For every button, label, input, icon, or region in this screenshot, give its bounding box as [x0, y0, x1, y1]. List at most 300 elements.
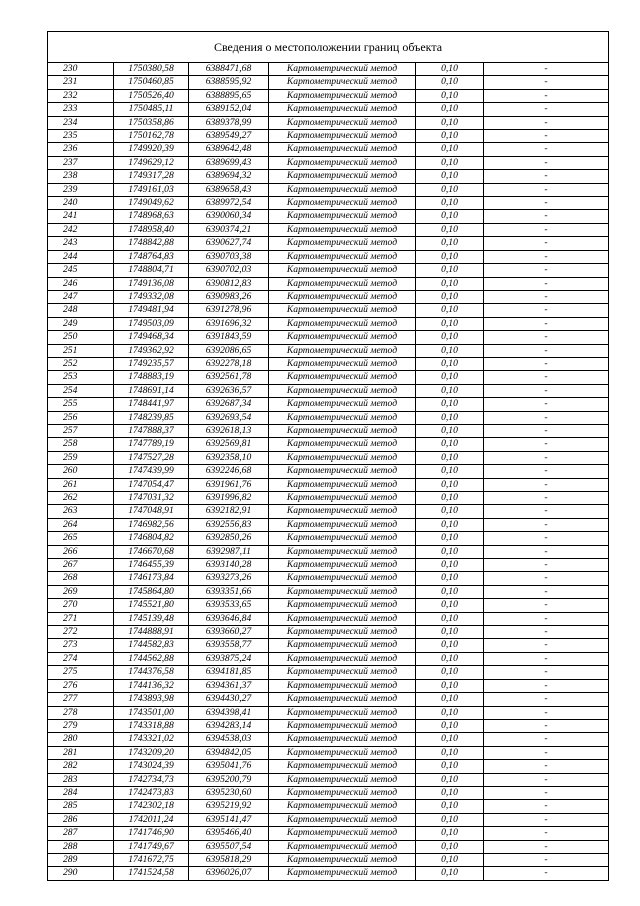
method-cell: Картометрический метод [269, 760, 416, 773]
y-coordinate-cell: 6395818,29 [189, 853, 269, 866]
method-cell: Картометрический метод [269, 264, 416, 277]
y-coordinate-cell: 6390702,03 [189, 264, 269, 277]
document-page [47, 31, 609, 881]
x-coordinate-cell: 1750485,11 [114, 103, 189, 116]
y-coordinate-cell: 6394842,05 [189, 746, 269, 759]
description-cell: - [484, 331, 609, 344]
method-cell: Картометрический метод [269, 411, 416, 424]
y-coordinate-cell: 6389972,54 [189, 197, 269, 210]
point-number-cell: 235 [48, 130, 114, 143]
description-cell: - [484, 585, 609, 598]
method-cell: Картометрический метод [269, 693, 416, 706]
point-number-cell: 271 [48, 612, 114, 625]
description-cell: - [484, 760, 609, 773]
accuracy-cell: 0,10 [416, 773, 484, 786]
method-cell: Картометрический метод [269, 130, 416, 143]
y-coordinate-cell: 6389642,48 [189, 143, 269, 156]
description-cell: - [484, 424, 609, 437]
y-coordinate-cell: 6395141,47 [189, 813, 269, 826]
method-cell: Картометрический метод [269, 800, 416, 813]
method-cell: Картометрический метод [269, 438, 416, 451]
accuracy-cell: 0,10 [416, 478, 484, 491]
table-row [48, 384, 609, 397]
accuracy-cell: 0,10 [416, 63, 484, 76]
method-cell: Картометрический метод [269, 89, 416, 102]
method-cell: Картометрический метод [269, 398, 416, 411]
description-cell: - [484, 438, 609, 451]
description-cell: - [484, 773, 609, 786]
y-coordinate-cell: 6394430,27 [189, 693, 269, 706]
point-number-cell: 239 [48, 183, 114, 196]
accuracy-cell: 0,10 [416, 666, 484, 679]
method-cell: Картометрический метод [269, 853, 416, 866]
y-coordinate-cell: 6394181,85 [189, 666, 269, 679]
point-number-cell: 288 [48, 840, 114, 853]
accuracy-cell: 0,10 [416, 264, 484, 277]
accuracy-cell: 0,10 [416, 518, 484, 531]
y-coordinate-cell: 6391696,32 [189, 317, 269, 330]
table-row [48, 223, 609, 236]
accuracy-cell: 0,10 [416, 813, 484, 826]
point-number-cell: 286 [48, 813, 114, 826]
table-row [48, 478, 609, 491]
y-coordinate-cell: 6392246,68 [189, 465, 269, 478]
y-coordinate-cell: 6391996,82 [189, 492, 269, 505]
point-number-cell: 254 [48, 384, 114, 397]
accuracy-cell: 0,10 [416, 250, 484, 263]
x-coordinate-cell: 1748764,83 [114, 250, 189, 263]
method-cell: Картометрический метод [269, 518, 416, 531]
accuracy-cell: 0,10 [416, 492, 484, 505]
x-coordinate-cell: 1742473,83 [114, 786, 189, 799]
description-cell: - [484, 827, 609, 840]
accuracy-cell: 0,10 [416, 331, 484, 344]
y-coordinate-cell: 6389152,04 [189, 103, 269, 116]
description-cell: - [484, 733, 609, 746]
point-number-cell: 290 [48, 867, 114, 880]
description-cell: - [484, 532, 609, 545]
x-coordinate-cell: 1745864,80 [114, 585, 189, 598]
accuracy-cell: 0,10 [416, 612, 484, 625]
point-number-cell: 242 [48, 223, 114, 236]
y-coordinate-cell: 6392561,78 [189, 371, 269, 384]
description-cell: - [484, 867, 609, 880]
method-cell: Картометрический метод [269, 813, 416, 826]
point-number-cell: 257 [48, 424, 114, 437]
table-row [48, 89, 609, 102]
description-cell: - [484, 63, 609, 76]
y-coordinate-cell: 6394398,41 [189, 706, 269, 719]
x-coordinate-cell: 1749468,34 [114, 331, 189, 344]
y-coordinate-cell: 6389549,27 [189, 130, 269, 143]
point-number-cell: 251 [48, 344, 114, 357]
point-number-cell: 232 [48, 89, 114, 102]
accuracy-cell: 0,10 [416, 853, 484, 866]
method-cell: Картометрический метод [269, 786, 416, 799]
method-cell: Картометрический метод [269, 237, 416, 250]
x-coordinate-cell: 1744376,58 [114, 666, 189, 679]
y-coordinate-cell: 6395507,54 [189, 840, 269, 853]
description-cell: - [484, 478, 609, 491]
method-cell: Картометрический метод [269, 626, 416, 639]
y-coordinate-cell: 6393660,27 [189, 626, 269, 639]
method-cell: Картометрический метод [269, 478, 416, 491]
method-cell: Картометрический метод [269, 492, 416, 505]
x-coordinate-cell: 1750162,78 [114, 130, 189, 143]
point-number-cell: 283 [48, 773, 114, 786]
y-coordinate-cell: 6391843,59 [189, 331, 269, 344]
point-number-cell: 280 [48, 733, 114, 746]
accuracy-cell: 0,10 [416, 679, 484, 692]
accuracy-cell: 0,10 [416, 840, 484, 853]
method-cell: Картометрический метод [269, 103, 416, 116]
point-number-cell: 282 [48, 760, 114, 773]
description-cell: - [484, 813, 609, 826]
point-number-cell: 246 [48, 277, 114, 290]
accuracy-cell: 0,10 [416, 639, 484, 652]
table-row [48, 559, 609, 572]
point-number-cell: 252 [48, 357, 114, 370]
description-cell: - [484, 572, 609, 585]
y-coordinate-cell: 6393140,28 [189, 559, 269, 572]
table-row [48, 492, 609, 505]
method-cell: Картометрический метод [269, 197, 416, 210]
description-cell: - [484, 197, 609, 210]
x-coordinate-cell: 1744562,88 [114, 652, 189, 665]
accuracy-cell: 0,10 [416, 867, 484, 880]
x-coordinate-cell: 1749161,03 [114, 183, 189, 196]
x-coordinate-cell: 1749481,94 [114, 304, 189, 317]
x-coordinate-cell: 1750526,40 [114, 89, 189, 102]
accuracy-cell: 0,10 [416, 357, 484, 370]
point-number-cell: 250 [48, 331, 114, 344]
description-cell: - [484, 398, 609, 411]
point-number-cell: 270 [48, 599, 114, 612]
point-number-cell: 259 [48, 451, 114, 464]
description-cell: - [484, 706, 609, 719]
accuracy-cell: 0,10 [416, 438, 484, 451]
accuracy-cell: 0,10 [416, 559, 484, 572]
x-coordinate-cell: 1748691,14 [114, 384, 189, 397]
table-row [48, 585, 609, 598]
table-row [48, 639, 609, 652]
table-row [48, 652, 609, 665]
method-cell: Картометрический метод [269, 652, 416, 665]
table-row [48, 599, 609, 612]
table-row [48, 103, 609, 116]
description-cell: - [484, 451, 609, 464]
accuracy-cell: 0,10 [416, 197, 484, 210]
table-row [48, 357, 609, 370]
point-number-cell: 255 [48, 398, 114, 411]
accuracy-cell: 0,10 [416, 398, 484, 411]
table-row [48, 143, 609, 156]
y-coordinate-cell: 6389378,99 [189, 116, 269, 129]
accuracy-cell: 0,10 [416, 170, 484, 183]
y-coordinate-cell: 6390703,38 [189, 250, 269, 263]
y-coordinate-cell: 6396026,07 [189, 867, 269, 880]
accuracy-cell: 0,10 [416, 786, 484, 799]
y-coordinate-cell: 6392358,10 [189, 451, 269, 464]
table-row [48, 451, 609, 464]
method-cell: Картометрический метод [269, 451, 416, 464]
y-coordinate-cell: 6394538,03 [189, 733, 269, 746]
point-number-cell: 247 [48, 290, 114, 303]
method-cell: Картометрический метод [269, 706, 416, 719]
table-title: Сведения о местоположении границ объекта [47, 31, 609, 62]
accuracy-cell: 0,10 [416, 156, 484, 169]
method-cell: Картометрический метод [269, 331, 416, 344]
point-number-cell: 256 [48, 411, 114, 424]
y-coordinate-cell: 6390627,74 [189, 237, 269, 250]
table-row [48, 290, 609, 303]
description-cell: - [484, 89, 609, 102]
method-cell: Картометрический метод [269, 116, 416, 129]
x-coordinate-cell: 1746455,39 [114, 559, 189, 572]
method-cell: Картометрический метод [269, 559, 416, 572]
table-row [48, 264, 609, 277]
accuracy-cell: 0,10 [416, 130, 484, 143]
accuracy-cell: 0,10 [416, 116, 484, 129]
description-cell: - [484, 371, 609, 384]
table-row [48, 116, 609, 129]
y-coordinate-cell: 6391961,76 [189, 478, 269, 491]
point-number-cell: 264 [48, 518, 114, 531]
x-coordinate-cell: 1746804,82 [114, 532, 189, 545]
accuracy-cell: 0,10 [416, 746, 484, 759]
description-cell: - [484, 492, 609, 505]
boundary-coordinates-table [47, 62, 609, 881]
point-number-cell: 266 [48, 545, 114, 558]
accuracy-cell: 0,10 [416, 719, 484, 732]
method-cell: Картометрический метод [269, 183, 416, 196]
y-coordinate-cell: 6393273,26 [189, 572, 269, 585]
accuracy-cell: 0,10 [416, 277, 484, 290]
accuracy-cell: 0,10 [416, 290, 484, 303]
accuracy-cell: 0,10 [416, 76, 484, 89]
description-cell: - [484, 853, 609, 866]
point-number-cell: 236 [48, 143, 114, 156]
description-cell: - [484, 143, 609, 156]
x-coordinate-cell: 1743318,88 [114, 719, 189, 732]
x-coordinate-cell: 1747888,37 [114, 424, 189, 437]
table-row [48, 505, 609, 518]
x-coordinate-cell: 1750358,86 [114, 116, 189, 129]
y-coordinate-cell: 6395230,60 [189, 786, 269, 799]
description-cell: - [484, 344, 609, 357]
method-cell: Картометрический метод [269, 371, 416, 384]
accuracy-cell: 0,10 [416, 371, 484, 384]
x-coordinate-cell: 1744888,91 [114, 626, 189, 639]
table-row [48, 666, 609, 679]
y-coordinate-cell: 6388595,92 [189, 76, 269, 89]
x-coordinate-cell: 1746982,56 [114, 518, 189, 531]
accuracy-cell: 0,10 [416, 572, 484, 585]
description-cell: - [484, 719, 609, 732]
y-coordinate-cell: 6393558,77 [189, 639, 269, 652]
method-cell: Картометрический метод [269, 572, 416, 585]
accuracy-cell: 0,10 [416, 424, 484, 437]
y-coordinate-cell: 6392278,18 [189, 357, 269, 370]
table-row [48, 465, 609, 478]
table-row [48, 572, 609, 585]
method-cell: Картометрический метод [269, 170, 416, 183]
table-row [48, 438, 609, 451]
accuracy-cell: 0,10 [416, 532, 484, 545]
x-coordinate-cell: 1749503,09 [114, 317, 189, 330]
y-coordinate-cell: 6393875,24 [189, 652, 269, 665]
x-coordinate-cell: 1748968,63 [114, 210, 189, 223]
description-cell: - [484, 156, 609, 169]
y-coordinate-cell: 6395200,79 [189, 773, 269, 786]
table-row [48, 183, 609, 196]
table-row [48, 344, 609, 357]
y-coordinate-cell: 6395466,40 [189, 827, 269, 840]
table-row [48, 719, 609, 732]
point-number-cell: 265 [48, 532, 114, 545]
point-number-cell: 237 [48, 156, 114, 169]
table-row [48, 786, 609, 799]
point-number-cell: 277 [48, 693, 114, 706]
method-cell: Картометрический метод [269, 733, 416, 746]
point-number-cell: 253 [48, 371, 114, 384]
accuracy-cell: 0,10 [416, 89, 484, 102]
method-cell: Картометрический метод [269, 679, 416, 692]
description-cell: - [484, 518, 609, 531]
y-coordinate-cell: 6388471,68 [189, 63, 269, 76]
description-cell: - [484, 679, 609, 692]
point-number-cell: 260 [48, 465, 114, 478]
point-number-cell: 272 [48, 626, 114, 639]
point-number-cell: 238 [48, 170, 114, 183]
method-cell: Картометрический метод [269, 250, 416, 263]
x-coordinate-cell: 1743209,20 [114, 746, 189, 759]
method-cell: Картометрический метод [269, 76, 416, 89]
table-row [48, 706, 609, 719]
x-coordinate-cell: 1747054,47 [114, 478, 189, 491]
y-coordinate-cell: 6393646,84 [189, 612, 269, 625]
y-coordinate-cell: 6394283,14 [189, 719, 269, 732]
x-coordinate-cell: 1747789,19 [114, 438, 189, 451]
accuracy-cell: 0,10 [416, 693, 484, 706]
table-row [48, 156, 609, 169]
method-cell: Картометрический метод [269, 317, 416, 330]
description-cell: - [484, 505, 609, 518]
table-row [48, 170, 609, 183]
description-cell: - [484, 559, 609, 572]
y-coordinate-cell: 6389699,43 [189, 156, 269, 169]
description-cell: - [484, 612, 609, 625]
method-cell: Картометрический метод [269, 585, 416, 598]
y-coordinate-cell: 6389694,32 [189, 170, 269, 183]
table-row [48, 693, 609, 706]
y-coordinate-cell: 6392086,65 [189, 344, 269, 357]
x-coordinate-cell: 1749920,39 [114, 143, 189, 156]
point-number-cell: 240 [48, 197, 114, 210]
y-coordinate-cell: 6392987,11 [189, 545, 269, 558]
point-number-cell: 289 [48, 853, 114, 866]
method-cell: Картометрический метод [269, 612, 416, 625]
x-coordinate-cell: 1743501,00 [114, 706, 189, 719]
table-row [48, 250, 609, 263]
description-cell: - [484, 103, 609, 116]
method-cell: Картометрический метод [269, 290, 416, 303]
table-row [48, 800, 609, 813]
y-coordinate-cell: 6391278,96 [189, 304, 269, 317]
method-cell: Картометрический метод [269, 465, 416, 478]
description-cell: - [484, 357, 609, 370]
method-cell: Картометрический метод [269, 827, 416, 840]
x-coordinate-cell: 1748441,97 [114, 398, 189, 411]
x-coordinate-cell: 1747439,99 [114, 465, 189, 478]
accuracy-cell: 0,10 [416, 317, 484, 330]
y-coordinate-cell: 6392618,13 [189, 424, 269, 437]
point-number-cell: 263 [48, 505, 114, 518]
description-cell: - [484, 76, 609, 89]
x-coordinate-cell: 1745139,48 [114, 612, 189, 625]
point-number-cell: 267 [48, 559, 114, 572]
point-number-cell: 262 [48, 492, 114, 505]
x-coordinate-cell: 1749049,62 [114, 197, 189, 210]
point-number-cell: 269 [48, 585, 114, 598]
accuracy-cell: 0,10 [416, 706, 484, 719]
y-coordinate-cell: 6392693,54 [189, 411, 269, 424]
method-cell: Картометрический метод [269, 867, 416, 880]
point-number-cell: 261 [48, 478, 114, 491]
accuracy-cell: 0,10 [416, 304, 484, 317]
accuracy-cell: 0,10 [416, 344, 484, 357]
x-coordinate-cell: 1743024,39 [114, 760, 189, 773]
x-coordinate-cell: 1743321,02 [114, 733, 189, 746]
description-cell: - [484, 411, 609, 424]
table-row [48, 612, 609, 625]
point-number-cell: 284 [48, 786, 114, 799]
table-row [48, 867, 609, 880]
method-cell: Картометрический метод [269, 505, 416, 518]
table-row [48, 130, 609, 143]
table-row [48, 197, 609, 210]
table-row [48, 331, 609, 344]
y-coordinate-cell: 6392850,26 [189, 532, 269, 545]
description-cell: - [484, 223, 609, 236]
point-number-cell: 273 [48, 639, 114, 652]
point-number-cell: 258 [48, 438, 114, 451]
accuracy-cell: 0,10 [416, 465, 484, 478]
x-coordinate-cell: 1742734,73 [114, 773, 189, 786]
point-number-cell: 268 [48, 572, 114, 585]
point-number-cell: 281 [48, 746, 114, 759]
y-coordinate-cell: 6393533,65 [189, 599, 269, 612]
table-row [48, 317, 609, 330]
y-coordinate-cell: 6392569,81 [189, 438, 269, 451]
x-coordinate-cell: 1741749,67 [114, 840, 189, 853]
accuracy-cell: 0,10 [416, 760, 484, 773]
method-cell: Картометрический метод [269, 719, 416, 732]
x-coordinate-cell: 1746670,68 [114, 545, 189, 558]
x-coordinate-cell: 1741524,58 [114, 867, 189, 880]
table-body [48, 63, 609, 881]
point-number-cell: 245 [48, 264, 114, 277]
description-cell: - [484, 599, 609, 612]
description-cell: - [484, 250, 609, 263]
accuracy-cell: 0,10 [416, 451, 484, 464]
table-row [48, 545, 609, 558]
x-coordinate-cell: 1743893,98 [114, 693, 189, 706]
point-number-cell: 278 [48, 706, 114, 719]
y-coordinate-cell: 6390060,34 [189, 210, 269, 223]
method-cell: Картометрический метод [269, 277, 416, 290]
method-cell: Картометрический метод [269, 773, 416, 786]
